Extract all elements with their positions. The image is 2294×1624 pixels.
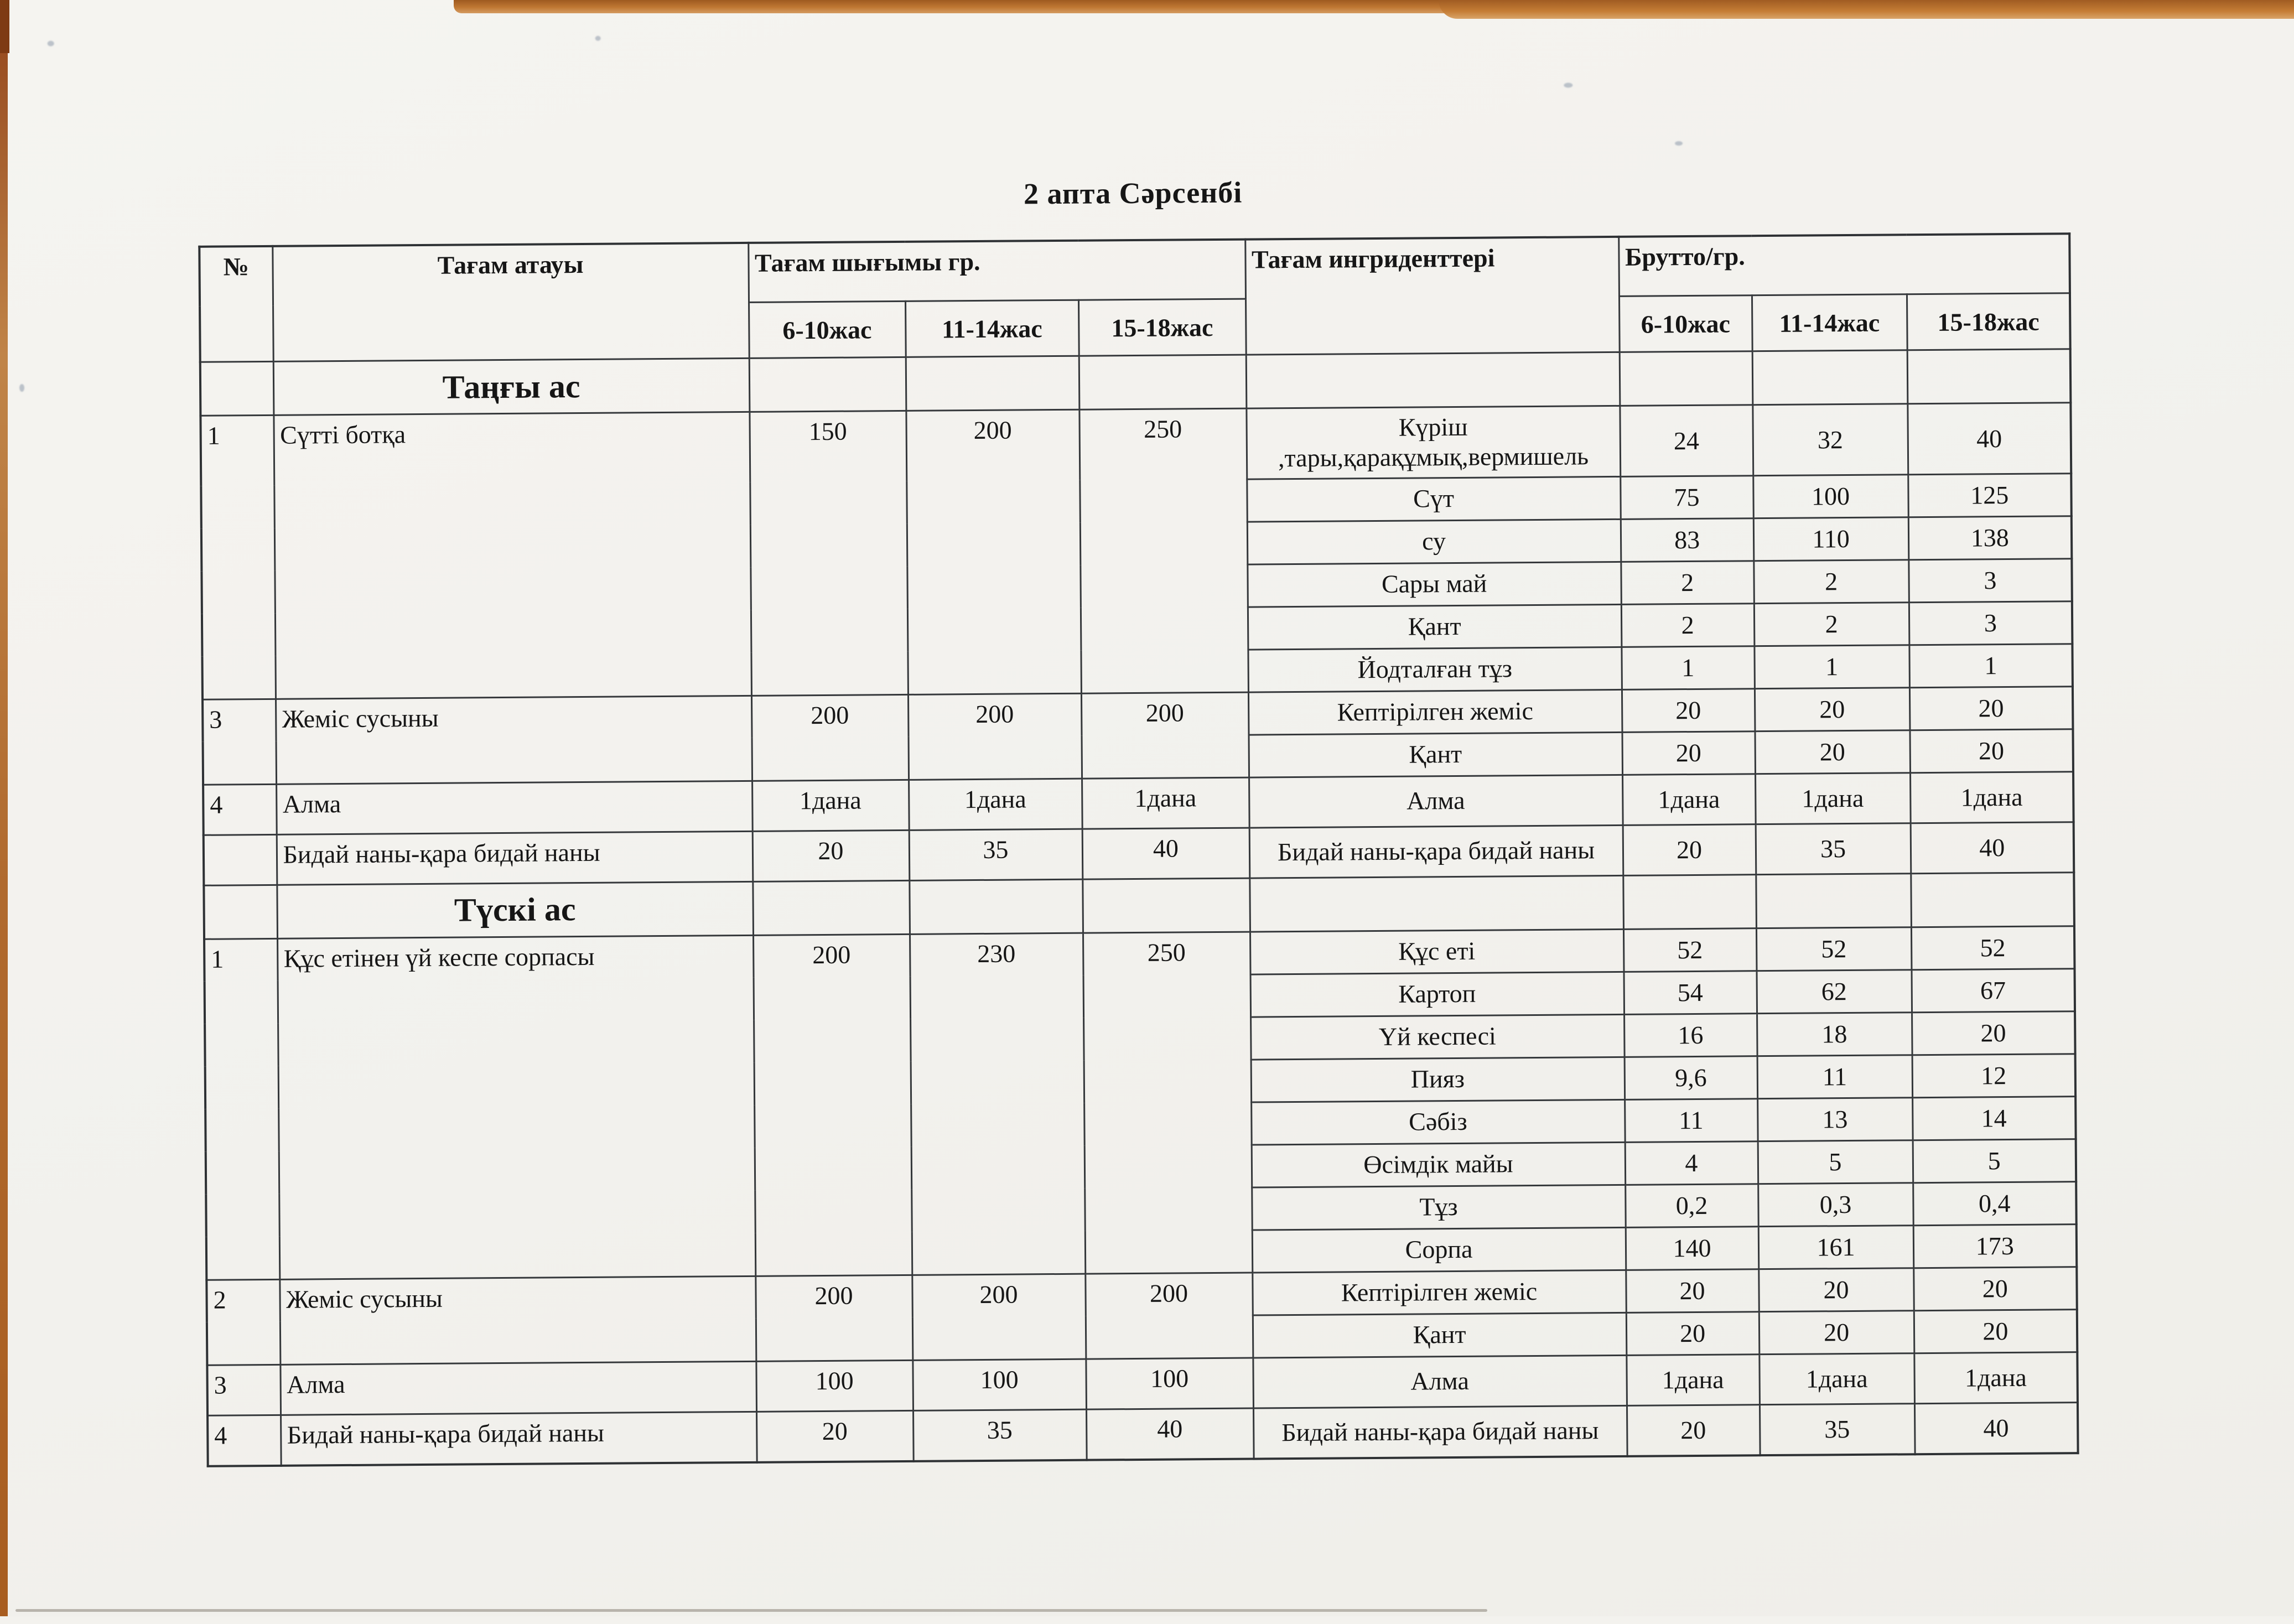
ingredient-value-cell: 0,3: [1758, 1182, 1913, 1226]
output-cell: 35: [913, 1409, 1087, 1461]
ingredient-value-cell: 1дана: [1626, 1354, 1760, 1405]
photo-backing-left-edge: [0, 0, 8, 1616]
dish-cell: Жеміс сусыны: [276, 696, 752, 784]
ingredient-value-cell: 161: [1758, 1225, 1914, 1269]
ingredient-name-cell: Құс еті: [1250, 929, 1624, 974]
ingredient-value-cell: 18: [1757, 1012, 1912, 1056]
header-dish: Тағам атауы: [272, 243, 749, 361]
ingredient-name-cell: [1246, 352, 1620, 408]
ingredient-value-cell: 20: [1626, 1311, 1760, 1355]
header-ingredients: Тағам ингриденттері: [1245, 237, 1619, 355]
ingredient-value-cell: 20: [1758, 1268, 1914, 1311]
dish-cell: Сүтті ботқа: [273, 412, 751, 699]
ingredient-name-cell: Сорпа: [1252, 1227, 1626, 1273]
ingredient-value-cell: 62: [1757, 969, 1912, 1013]
ingredient-value-cell: [1756, 873, 1911, 928]
output-cell: [1082, 878, 1250, 933]
ingredient-value-cell: [1623, 874, 1756, 929]
num-cell: [204, 885, 277, 939]
photo-backing-top-right-edge: [1439, 0, 2294, 19]
output-cell: 40: [1086, 1408, 1254, 1460]
ingredient-value-cell: 13: [1757, 1097, 1913, 1141]
section-title: Түскі ас: [277, 881, 753, 938]
output-cell: 250: [1083, 932, 1252, 1274]
ingredient-value-cell: 2: [1753, 559, 1909, 603]
page-title: 2 апта Сәрсенбі: [1023, 175, 1243, 211]
ingredient-name-cell: Сары май: [1247, 562, 1621, 607]
output-cell: 40: [1082, 828, 1250, 879]
dish-cell: Бидай наны-қара бидай наны: [281, 1412, 757, 1466]
ingredient-value-cell: 100: [1753, 474, 1908, 518]
ingredient-value-cell: 11: [1625, 1098, 1758, 1142]
ingredient-value-cell: 138: [1908, 516, 2072, 559]
ingredient-value-cell: 125: [1908, 473, 2072, 517]
num-cell: 4: [207, 1415, 281, 1466]
ingredient-name-cell: Йодталған тұз: [1248, 647, 1622, 692]
dish-cell: Құс етінен үй кеспе сорпасы: [277, 935, 755, 1279]
ingredient-name-cell: Пияз: [1251, 1057, 1625, 1102]
output-cell: 200: [751, 694, 909, 781]
output-cell: 250: [1079, 408, 1248, 693]
output-cell: 200: [1081, 692, 1249, 779]
ingredient-value-cell: 3: [1909, 601, 2073, 645]
ingredient-value-cell: 52: [1911, 926, 2075, 969]
ingredient-value-cell: [1752, 350, 1908, 405]
ingredient-value-cell: 110: [1753, 517, 1909, 561]
output-cell: [1079, 355, 1247, 409]
header-num: №: [199, 246, 273, 362]
ingredient-value-cell: 0,4: [1913, 1181, 2077, 1225]
header-output: Тағам шығымы гр.: [748, 240, 1245, 303]
ingredient-name-cell: Күріш ,тары,қарақұмық,вермишель: [1246, 406, 1620, 479]
ingredient-name-cell: Бидай наны-қара бидай наны: [1253, 1405, 1627, 1459]
output-cell: [752, 880, 910, 935]
ingredient-value-cell: 20: [1623, 824, 1756, 875]
output-cell: 200: [912, 1274, 1086, 1360]
ingredient-name-cell: Қант: [1248, 604, 1622, 650]
num-cell: 3: [203, 699, 276, 785]
header-output-age-6-10: 6-10жас: [749, 301, 906, 358]
output-cell: 200: [1085, 1273, 1253, 1359]
paper-speck: [19, 384, 24, 392]
ingredient-name-cell: Картоп: [1250, 972, 1625, 1017]
output-cell: 230: [910, 933, 1085, 1275]
photo-backing-corner: [0, 0, 9, 53]
output-cell: [906, 356, 1079, 411]
output-cell: 200: [755, 1275, 912, 1361]
ingredient-value-cell: 5: [1913, 1139, 2077, 1182]
dish-cell: Жеміс сусыны: [279, 1276, 756, 1364]
output-cell: 35: [909, 829, 1083, 880]
output-cell: 100: [756, 1360, 913, 1412]
output-cell: 100: [912, 1359, 1086, 1410]
ingredient-name-cell: Кептірілген жеміс: [1252, 1270, 1626, 1315]
dish-cell: Алма: [276, 781, 752, 834]
ingredient-name-cell: Алма: [1249, 775, 1623, 828]
ingredient-value-cell: 3: [1908, 558, 2072, 602]
output-cell: [909, 879, 1083, 934]
dish-cell: Бидай наны-қара бидай наны: [277, 831, 753, 885]
ingredient-value-cell: 20: [1626, 1269, 1759, 1312]
ingredient-value-cell: 54: [1624, 971, 1757, 1014]
num-cell: 2: [206, 1279, 280, 1365]
ingredient-value-cell: 173: [1913, 1224, 2077, 1268]
ingredient-value-cell: 4: [1625, 1141, 1758, 1185]
ingredient-value-cell: 1дана: [1622, 774, 1756, 825]
ingredient-value-cell: [1911, 872, 2074, 927]
ingredient-name-cell: Сәбіз: [1251, 1099, 1625, 1145]
ingredient-value-cell: 1дана: [1914, 1352, 2078, 1403]
ingredient-name-cell: Алма: [1253, 1355, 1627, 1408]
ingredient-value-cell: 20: [1622, 688, 1755, 732]
ingredient-value-cell: 83: [1621, 518, 1754, 562]
num-cell: [204, 834, 277, 885]
output-cell: 20: [752, 830, 910, 881]
paper-speck: [48, 41, 54, 46]
ingredient-value-cell: 20: [1909, 686, 2073, 730]
ingredient-value-cell: 16: [1624, 1013, 1757, 1057]
paper-bottom-shadow-line: [15, 1609, 1487, 1612]
ingredient-name-cell: Тұз: [1252, 1185, 1626, 1230]
ingredient-value-cell: 20: [1912, 1011, 2075, 1055]
ingredient-value-cell: 40: [1911, 822, 2074, 873]
ingredient-value-cell: 1: [1909, 644, 2073, 687]
header-brutto-age-11-14: 11-14жас: [1752, 294, 1907, 351]
num-cell: 1: [204, 938, 279, 1280]
ingredient-value-cell: 5: [1758, 1140, 1913, 1184]
ingredient-value-cell: 1: [1754, 645, 1909, 688]
num-cell: [200, 361, 274, 416]
ingredient-name-cell: [1249, 875, 1623, 932]
output-cell: 200: [753, 934, 912, 1276]
output-cell: 150: [749, 411, 908, 695]
ingredient-name-cell: Бидай наны-қара бидай наны: [1249, 825, 1623, 878]
ingredient-value-cell: 40: [1907, 403, 2071, 475]
paper-speck: [1675, 141, 1683, 146]
paper-speck: [1564, 82, 1572, 87]
table-header: [199, 234, 2070, 362]
ingredient-value-cell: 52: [1623, 928, 1757, 972]
paper-speck: [595, 36, 601, 41]
ingredient-name-cell: Қант: [1253, 1312, 1627, 1358]
table-body: [200, 349, 2078, 1466]
ingredient-value-cell: 24: [1620, 405, 1753, 476]
num-cell: 3: [207, 1364, 281, 1415]
ingredient-value-cell: 20: [1910, 729, 2074, 772]
output-cell: 1дана: [1082, 777, 1249, 829]
dish-cell: Алма: [280, 1361, 756, 1415]
ingredient-value-cell: 9,6: [1625, 1056, 1758, 1099]
output-cell: [749, 357, 906, 412]
ingredient-value-cell: 2: [1621, 561, 1754, 604]
ingredient-value-cell: 140: [1626, 1226, 1759, 1270]
output-cell: 100: [1086, 1358, 1253, 1409]
ingredient-value-cell: 20: [1759, 1310, 1914, 1354]
ingredient-value-cell: 35: [1760, 1403, 1915, 1455]
ingredient-value-cell: 20: [1622, 731, 1756, 775]
ingredient-value-cell: 1дана: [1759, 1353, 1914, 1404]
ingredient-value-cell: 12: [1912, 1054, 2076, 1097]
ingredient-value-cell: 67: [1912, 968, 2075, 1012]
ingredient-value-cell: 0,2: [1625, 1184, 1758, 1227]
ingredient-value-cell: 1дана: [1910, 771, 2074, 823]
ingredient-value-cell: 11: [1757, 1055, 1913, 1098]
header-output-age-15-18: 15-18жас: [1078, 299, 1246, 356]
output-cell: 200: [908, 693, 1082, 780]
ingredient-name-cell: Сүт: [1247, 476, 1621, 522]
ingredient-name-cell: Өсімдік майы: [1252, 1142, 1626, 1187]
ingredient-value-cell: 32: [1752, 404, 1908, 475]
section-title: Таңғы ас: [273, 358, 750, 415]
ingredient-value-cell: 20: [1755, 687, 1910, 731]
ingredient-name-cell: Қант: [1249, 732, 1623, 777]
ingredient-value-cell: 20: [1755, 730, 1911, 774]
header-brutto-age-6-10: 6-10жас: [1619, 295, 1752, 352]
header-brutto: Брутто/гр.: [1618, 234, 2070, 296]
ingredient-value-cell: 35: [1756, 823, 1911, 874]
output-cell: 200: [906, 409, 1081, 694]
ingredient-value-cell: 75: [1620, 475, 1753, 519]
output-cell: 20: [756, 1410, 914, 1462]
ingredient-value-cell: 20: [1914, 1309, 2078, 1353]
header-output-age-11-14: 11-14жас: [905, 300, 1079, 357]
header-brutto-age-15-18: 15-18жас: [1907, 293, 2070, 350]
ingredient-value-cell: [1907, 349, 2071, 404]
ingredient-name-cell: Үй кеспесі: [1250, 1014, 1625, 1060]
ingredient-value-cell: 1дана: [1755, 772, 1911, 824]
ingredient-value-cell: 40: [1914, 1402, 2078, 1454]
output-cell: 1дана: [752, 780, 909, 831]
ingredient-value-cell: 2: [1754, 602, 1909, 646]
ingredient-value-cell: 14: [1912, 1096, 2076, 1140]
ingredient-name-cell: Кептірілген жеміс: [1248, 689, 1622, 735]
num-cell: 4: [203, 784, 277, 835]
table-row: [200, 403, 2071, 486]
ingredient-value-cell: 1: [1621, 646, 1755, 689]
num-cell: 1: [200, 415, 276, 699]
ingredient-value-cell: 2: [1621, 603, 1755, 647]
ingredient-name-cell: су: [1247, 519, 1621, 564]
output-cell: 1дана: [909, 779, 1082, 830]
menu-table: [198, 232, 2079, 1467]
ingredient-value-cell: 20: [1913, 1267, 2077, 1310]
ingredient-value-cell: [1620, 351, 1753, 406]
ingredient-value-cell: 52: [1756, 927, 1912, 971]
ingredient-value-cell: 20: [1627, 1404, 1760, 1456]
